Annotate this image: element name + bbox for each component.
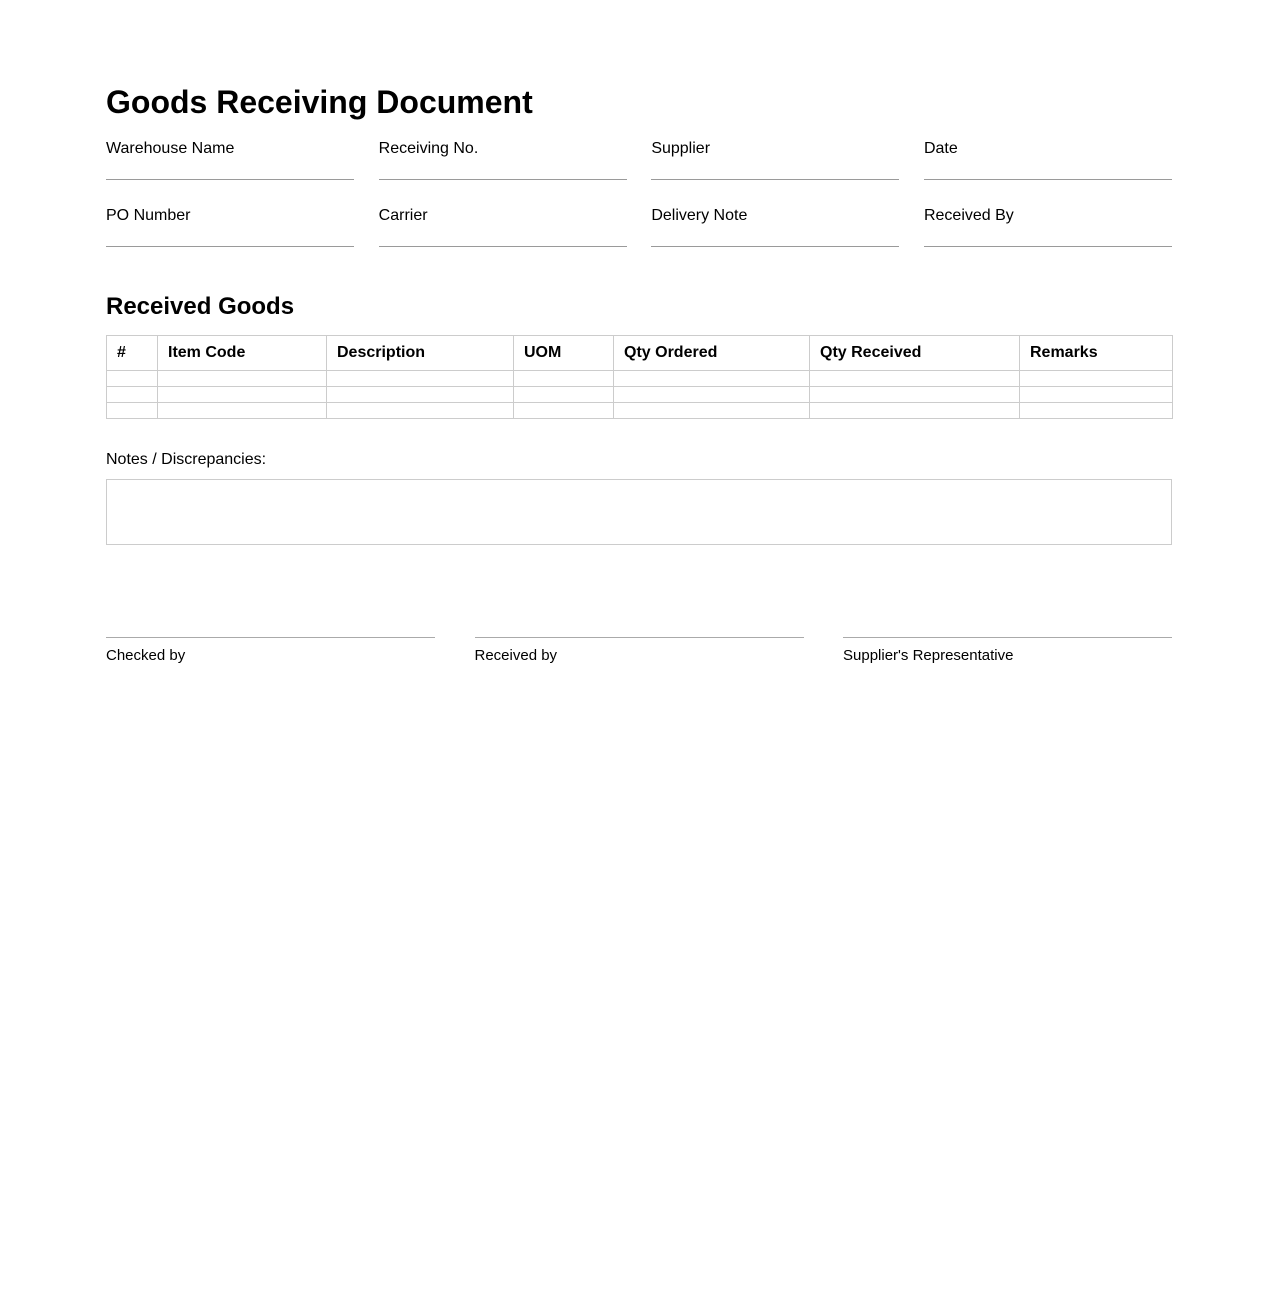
field-label: Supplier: [651, 140, 711, 157]
field-warehouse-name[interactable]: [106, 136, 354, 203]
table-cell[interactable]: [158, 371, 327, 387]
table-cell[interactable]: [1020, 371, 1173, 387]
column-header-qty-received: Qty Received: [810, 336, 1020, 371]
table-cell[interactable]: [327, 371, 514, 387]
signature-line: [843, 637, 1172, 638]
table-cell[interactable]: [1020, 403, 1173, 419]
table-row: [107, 387, 1173, 403]
field-supplier[interactable]: [651, 136, 899, 203]
table-cell[interactable]: [614, 371, 810, 387]
signature-row: [106, 637, 1172, 664]
field-underline: [106, 246, 354, 247]
table-cell[interactable]: [614, 387, 810, 403]
table-header-row: [107, 336, 1173, 371]
field-underline: [379, 246, 627, 247]
field-underline: [924, 246, 1172, 247]
signature-line: [106, 637, 435, 638]
table-cell[interactable]: [107, 403, 158, 419]
column-header-qty-ordered: Qty Ordered: [614, 336, 810, 371]
table-cell[interactable]: [158, 403, 327, 419]
field-underline: [106, 179, 354, 180]
field-label: Receiving No.: [378, 140, 479, 157]
field-underline: [651, 246, 899, 247]
column-header-remarks: Remarks: [1020, 336, 1173, 371]
column-header-description: Description: [327, 336, 514, 371]
field-underline: [651, 179, 899, 180]
field-label: Carrier: [378, 207, 428, 224]
received-goods-heading: Received Goods: [106, 293, 295, 320]
field-carrier[interactable]: [379, 203, 627, 270]
table-cell[interactable]: [514, 387, 614, 403]
field-underline: [379, 179, 627, 180]
field-label: Delivery Note: [651, 207, 748, 224]
notes-textarea[interactable]: [106, 479, 1172, 545]
field-received-by[interactable]: [924, 203, 1172, 270]
table-cell[interactable]: [107, 371, 158, 387]
table-cell[interactable]: [514, 371, 614, 387]
field-label: Warehouse Name: [106, 140, 235, 157]
page-title: Goods Receiving Document: [106, 84, 533, 120]
document-page: [106, 0, 1172, 664]
signature-label: Checked by: [106, 647, 186, 664]
signature-label: Supplier's Representative: [843, 647, 1014, 664]
table-cell[interactable]: [810, 387, 1020, 403]
signature-label: Received by: [474, 647, 558, 664]
table-cell[interactable]: [614, 403, 810, 419]
field-po-number[interactable]: [106, 203, 354, 270]
column-header-uom: UOM: [514, 336, 614, 371]
table-cell[interactable]: [158, 387, 327, 403]
table-row: [107, 371, 1173, 387]
signature-supplier-representative[interactable]: [843, 637, 1172, 664]
table-cell[interactable]: [1020, 387, 1173, 403]
column-header-item-code: Item Code: [158, 336, 327, 371]
table-cell[interactable]: [810, 371, 1020, 387]
table-cell[interactable]: [810, 403, 1020, 419]
field-delivery-note[interactable]: [651, 203, 899, 270]
table-cell[interactable]: [514, 403, 614, 419]
table-row: [107, 403, 1173, 419]
received-goods-table: [106, 335, 1173, 419]
notes-label: Notes / Discrepancies:: [106, 451, 267, 468]
signature-line: [475, 637, 804, 638]
table-cell[interactable]: [327, 403, 514, 419]
table-cell[interactable]: [327, 387, 514, 403]
header-fields: [106, 136, 1172, 270]
signature-received-by[interactable]: [475, 637, 804, 664]
field-date[interactable]: [924, 136, 1172, 203]
column-header-number: #: [107, 336, 158, 371]
field-underline: [924, 179, 1172, 180]
field-receiving-no[interactable]: [379, 136, 627, 203]
field-label: Date: [923, 140, 958, 157]
signature-checked-by[interactable]: [106, 637, 435, 664]
field-label: PO Number: [106, 207, 191, 224]
table-cell[interactable]: [107, 387, 158, 403]
field-label: Received By: [923, 207, 1014, 224]
